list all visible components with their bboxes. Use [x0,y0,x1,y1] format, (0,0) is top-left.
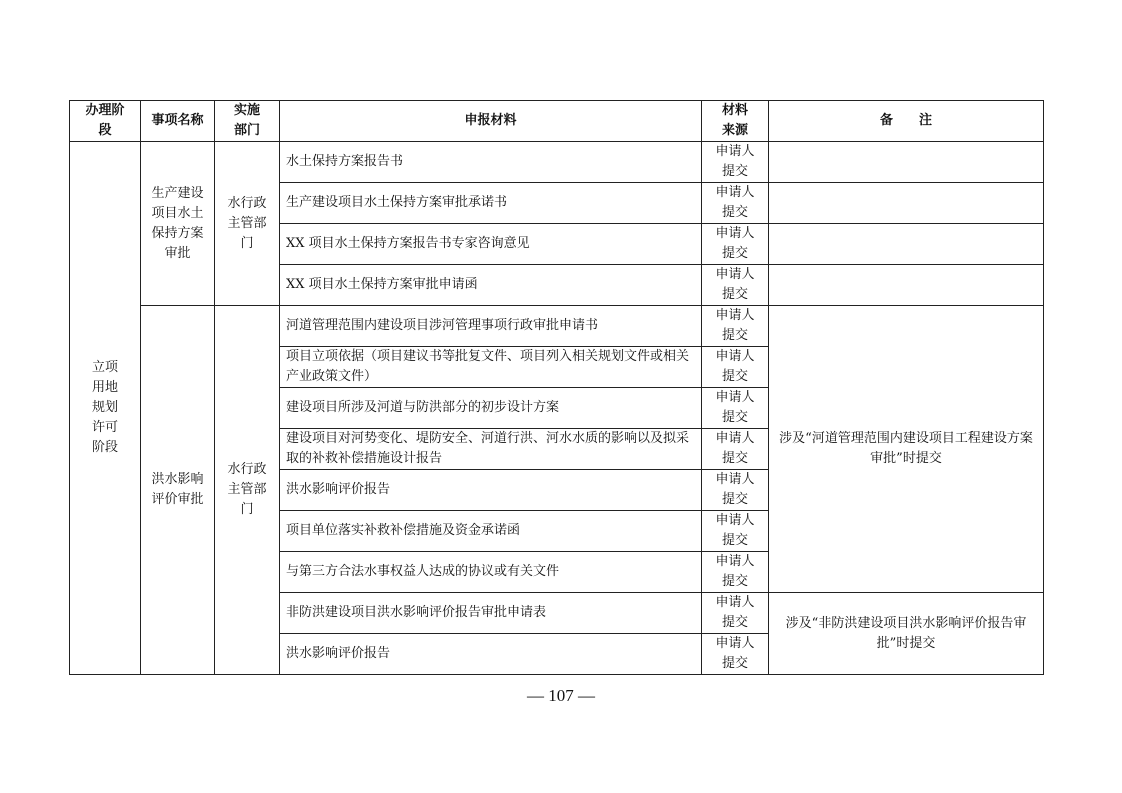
header-note: 备 注 [769,101,1044,142]
header-materials: 申报材料 [280,101,702,142]
material-cell: 洪水影响评价报告 [280,470,702,511]
material-cell: 建设项目所涉及河道与防洪部分的初步设计方案 [280,388,702,429]
source-cell: 申请人提交 [702,306,769,347]
header-stage: 办理阶段 [70,101,141,142]
note-cell-non-flood: 涉及“非防洪建设项目洪水影响评价报告审批”时提交 [769,593,1044,675]
material-cell: 生产建设项目水土保持方案审批承诺书 [280,183,702,224]
table-row [70,306,1044,347]
page-number: — 107 — [527,686,595,705]
note-cell [769,265,1044,306]
source-cell: 申请人提交 [702,429,769,470]
source-cell: 申请人提交 [702,634,769,675]
source-cell: 申请人提交 [702,593,769,634]
material-cell: 建设项目对河势变化、堤防安全、河道行洪、河水水质的影响以及拟采取的补救补偿措施设计报告 [280,429,702,470]
note-cell [769,142,1044,183]
department-cell: 水行政主管部门 [215,142,280,306]
header-item-name: 事项名称 [141,101,215,142]
material-cell: 项目立项依据（项目建议书等批复文件、项目列入相关规划文件或相关产业政策文件） [280,347,702,388]
table-row [70,142,1044,183]
note-cell [769,224,1044,265]
item-name-cell: 洪水影响评价审批 [141,306,215,675]
approval-materials-table [69,100,1044,675]
item-name-cell: 生产建设项目水土保持方案审批 [141,142,215,306]
source-cell: 申请人提交 [702,224,769,265]
stage-cell: 立项用地规划许可阶段 [70,142,141,675]
source-cell: 申请人提交 [702,347,769,388]
source-cell: 申请人提交 [702,388,769,429]
department-cell: 水行政主管部门 [215,306,280,675]
table-header-row [70,101,1044,142]
source-cell: 申请人提交 [702,470,769,511]
source-cell: 申请人提交 [702,142,769,183]
material-cell: 洪水影响评价报告 [280,634,702,675]
material-cell: XX 项目水土保持方案审批申请函 [280,265,702,306]
material-cell: 与第三方合法水事权益人达成的协议或有关文件 [280,552,702,593]
header-department: 实施部门 [215,101,280,142]
material-cell: XX 项目水土保持方案报告书专家咨询意见 [280,224,702,265]
material-cell: 非防洪建设项目洪水影响评价报告审批申请表 [280,593,702,634]
source-cell: 申请人提交 [702,511,769,552]
source-cell: 申请人提交 [702,265,769,306]
material-cell: 水土保持方案报告书 [280,142,702,183]
source-cell: 申请人提交 [702,183,769,224]
material-cell: 项目单位落实补救补偿措施及资金承诺函 [280,511,702,552]
header-source: 材料来源 [702,101,769,142]
note-cell [769,183,1044,224]
source-cell: 申请人提交 [702,552,769,593]
note-cell-river-project: 涉及“河道管理范围内建设项目工程建设方案审批”时提交 [769,306,1044,593]
approval-materials-table-container [69,100,1044,675]
material-cell: 河道管理范围内建设项目涉河管理事项行政审批申请书 [280,306,702,347]
